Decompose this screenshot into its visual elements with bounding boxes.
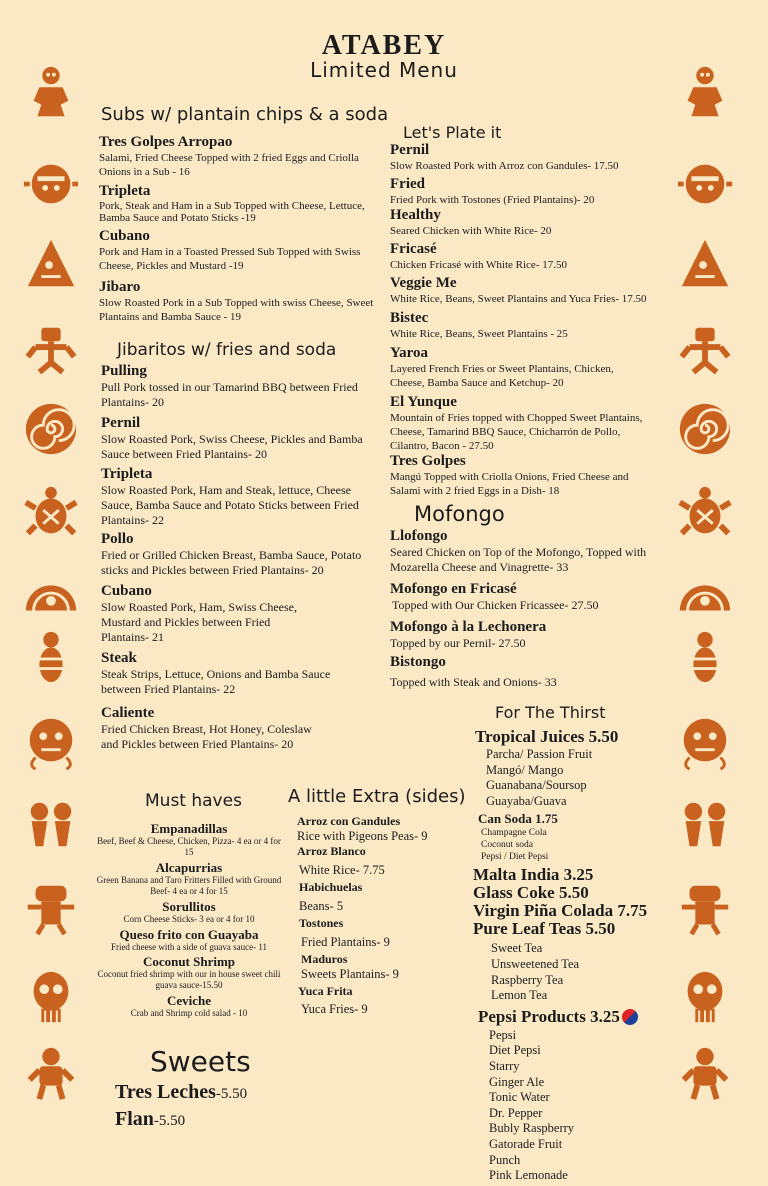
item-name: Yaroa bbox=[390, 345, 429, 361]
item-desc: Slow Roasted Pork in a Sub Topped with swiss Cheese, Sweet Plantains and Bamba Sauce - 19 bbox=[99, 297, 374, 323]
item-name: Caliente bbox=[101, 705, 155, 721]
sides-section bbox=[297, 814, 467, 1017]
item-name: Tripleta bbox=[99, 183, 151, 199]
mofongo-section bbox=[390, 528, 662, 690]
item-desc: Slow Roasted Pork with Arroz con Gandules- 17.50 bbox=[390, 160, 619, 172]
menu-item bbox=[390, 528, 662, 575]
menu-item bbox=[94, 955, 284, 991]
item-desc: White Rice, Beans, Sweet Plantains - 25 bbox=[390, 328, 568, 340]
item-desc: Yuca Fries- 9 bbox=[301, 1002, 368, 1016]
drink-item: Guayaba/Guava bbox=[486, 793, 567, 808]
drink-item: Virgin Piña Colada 7.75 bbox=[473, 901, 648, 921]
drink-item: Dr. Pepper bbox=[489, 1105, 543, 1120]
drink-item: Gatorade Fruit bbox=[489, 1136, 563, 1151]
item-name: Tres Golpes bbox=[390, 453, 466, 469]
item-name: Yuca Frita bbox=[298, 984, 353, 998]
taino-skull-icon bbox=[676, 968, 734, 1026]
taino-skull-icon bbox=[22, 968, 80, 1026]
taino-bee-icon bbox=[22, 628, 80, 686]
drink-item: Bubly Raspberry bbox=[489, 1121, 575, 1136]
drink-item: Starry bbox=[489, 1058, 520, 1073]
taino-face-icon bbox=[676, 713, 734, 771]
item-price: -5.50 bbox=[153, 1113, 186, 1129]
menu-item bbox=[390, 619, 662, 651]
menu-item bbox=[390, 275, 662, 306]
menu-item bbox=[297, 880, 467, 914]
item-name: Fricasé bbox=[390, 241, 437, 257]
plates-section bbox=[390, 142, 662, 498]
menu-item bbox=[390, 241, 662, 272]
item-desc: Fried Plantains- 9 bbox=[301, 935, 390, 949]
taino-turtle-icon bbox=[676, 485, 734, 543]
item-name: Veggie Me bbox=[390, 275, 457, 291]
jibaritos-heading: Jibaritos w/ fries and soda bbox=[117, 340, 337, 360]
taino-turtle-icon bbox=[22, 485, 80, 543]
sides-heading: A little Extra (sides) bbox=[288, 786, 466, 807]
item-name: Coconut Shrimp bbox=[142, 954, 236, 969]
item-desc: Slow Roasted Pork, Ham, Swiss Cheese, Mustard and Pickles between Fried Plantains- 21 bbox=[101, 600, 297, 644]
drink-group-name: Pure Leaf Teas 5.50 bbox=[473, 919, 616, 939]
menu-item bbox=[297, 844, 467, 878]
jibaritos-section bbox=[101, 363, 383, 752]
menu-item bbox=[390, 207, 662, 238]
menu-item bbox=[101, 466, 383, 528]
item-desc: Beef, Beef & Cheese, Chicken, Pizza- 4 ea or 4 for 15 bbox=[97, 836, 281, 857]
taino-sun-face-icon bbox=[676, 155, 734, 213]
item-desc: Slow Roasted Pork, Swiss Cheese, Pickles and Bamba Sauce between Fried Plantains- 20 bbox=[101, 432, 363, 461]
taino-spiral-icon bbox=[22, 400, 80, 458]
item-name: Healthy bbox=[390, 207, 441, 223]
item-desc: Rice with Pigeons Peas- 9 bbox=[297, 829, 428, 843]
taino-bee-icon bbox=[676, 628, 734, 686]
drink-item: Unsweetened Tea bbox=[491, 956, 580, 971]
item-name: Cubano bbox=[101, 583, 152, 599]
drinks-heading: For The Thirst bbox=[495, 703, 606, 722]
menu-item bbox=[94, 861, 284, 897]
item-desc: Pork and Ham in a Toasted Pressed Sub Topped with Swiss Cheese, Pickles and Mustard -19 bbox=[99, 246, 361, 272]
menu-item bbox=[390, 310, 662, 341]
drink-group bbox=[475, 1007, 675, 1026]
item-desc: Green Banana and Taro Fritters Filled with Ground Beef- 4 ea or 4 for 15 bbox=[96, 875, 282, 896]
drink-item: Pepsi / Diet Pepsi bbox=[481, 852, 549, 863]
drink-item: Raspberry Tea bbox=[491, 972, 564, 987]
plates-heading: Let's Plate it bbox=[403, 123, 502, 142]
menu-item bbox=[101, 531, 383, 578]
item-name: Empanadillas bbox=[150, 821, 228, 836]
taino-birds-icon bbox=[22, 796, 80, 854]
item-name: Arroz Blanco bbox=[297, 844, 366, 858]
taino-birds-icon bbox=[676, 796, 734, 854]
item-name: Maduros bbox=[301, 952, 348, 966]
taino-spiral-icon bbox=[676, 400, 734, 458]
drink-item: Champagne Cola bbox=[481, 828, 547, 839]
item-name: Llofongo bbox=[390, 528, 448, 544]
drink-item: Lemon Tea bbox=[491, 988, 548, 1003]
drink-item: Malta India 3.25 bbox=[473, 865, 594, 885]
drinks-section bbox=[475, 728, 675, 1184]
item-desc: Fried Chicken Breast, Hot Honey, Coleslaw and Pickles between Fried Plantains- 20 bbox=[101, 722, 312, 751]
taino-frog-icon bbox=[22, 320, 80, 378]
item-name: El Yunque bbox=[390, 394, 457, 410]
item-desc: Steak Strips, Lettuce, Onions and Bamba Sauce between Fried Plantains- 22 bbox=[101, 667, 331, 696]
item-name: Arroz con Gandules bbox=[297, 814, 401, 828]
drink-group-name: Can Soda 1.75 bbox=[478, 811, 558, 827]
item-name: Tres Golpes Arropao bbox=[99, 134, 233, 150]
taino-monkey-icon bbox=[676, 1045, 734, 1103]
sweets-heading: Sweets bbox=[150, 1045, 251, 1078]
drink-item: Mangó/ Mango bbox=[486, 762, 564, 777]
menu-item bbox=[101, 415, 383, 462]
drink-list bbox=[475, 827, 675, 863]
item-name: Fried bbox=[390, 176, 425, 192]
menu-item bbox=[297, 984, 467, 1017]
taino-shell-icon bbox=[22, 566, 80, 624]
item-desc: Pork, Steak and Ham in a Sub Topped with Cheese, Lettuce, Bamba Sauce and Potato Sticks -19 bbox=[99, 200, 365, 224]
menu-item bbox=[390, 581, 662, 613]
menu-item bbox=[101, 363, 383, 410]
item-name: Pernil bbox=[101, 415, 141, 431]
menu-item bbox=[297, 952, 467, 982]
drink-list bbox=[475, 1028, 675, 1184]
item-name: Pulling bbox=[101, 363, 147, 379]
item-desc: White Rice- 7.75 bbox=[299, 863, 385, 877]
item-name: Ceviche bbox=[166, 993, 212, 1008]
drink-item: Parcha/ Passion Fruit bbox=[486, 747, 593, 761]
drink-item: Tonic Water bbox=[489, 1090, 550, 1105]
menu-item bbox=[390, 453, 652, 498]
item-desc: Topped by our Pernil- 27.50 bbox=[390, 636, 526, 650]
item-name: Sorullitos bbox=[162, 899, 216, 914]
drink-item: Punch bbox=[489, 1152, 521, 1167]
menu-item bbox=[94, 928, 284, 953]
drink-group-name: Tropical Juices 5.50 bbox=[475, 727, 619, 746]
drink-list bbox=[475, 941, 675, 1003]
item-desc: Layered French Fries or Sweet Plantains, Chicken, Cheese, Bamba Sauce and Ketchup- 20 bbox=[390, 363, 614, 389]
item-desc: Mountain of Fries topped with Chopped Sweet Plantains, Cheese, Tamarind BBQ Sauce, Chicharrón de Pollo, Cilantro, Bacon - 27.50 bbox=[390, 412, 643, 452]
menu-item bbox=[390, 345, 640, 390]
item-name: Bistongo bbox=[390, 654, 446, 670]
item-name: Tres Leches bbox=[115, 1081, 216, 1103]
must-haves-heading: Must haves bbox=[145, 791, 242, 811]
taino-face-icon bbox=[22, 713, 80, 771]
item-desc: Beans- 5 bbox=[299, 899, 344, 913]
item-desc: Slow Roasted Pork, Ham and Steak, lettuce, Cheese Sauce, Bamba Sauce and Potato Sticks between Fried Plantains- 22 bbox=[101, 483, 359, 527]
taino-mask-icon bbox=[22, 236, 80, 294]
taino-mask-icon bbox=[676, 236, 734, 294]
item-desc: Salami, Fried Cheese Topped with 2 fried Eggs and Criolla Onions in a Sub - 16 bbox=[99, 152, 359, 178]
drink-item: Pepsi bbox=[489, 1027, 517, 1042]
flag-icon bbox=[622, 1009, 638, 1025]
menu-item bbox=[390, 394, 658, 453]
must-haves-section bbox=[94, 822, 284, 1019]
taino-figure-icon bbox=[22, 64, 80, 122]
item-desc: Fried cheese with a side of guava sauce- 11 bbox=[110, 942, 268, 952]
subs-heading: Subs w/ plantain chips & a soda bbox=[101, 104, 389, 125]
menu-item bbox=[101, 583, 316, 645]
taino-shell-icon bbox=[676, 566, 734, 624]
restaurant-name: ATABEY bbox=[321, 30, 447, 61]
item-desc: Sweets Plantains- 9 bbox=[301, 967, 399, 981]
taino-sun-face-icon bbox=[22, 155, 80, 213]
item-name: Tostones bbox=[299, 916, 344, 930]
menu-subtitle: Limited Menu bbox=[310, 58, 458, 82]
sweet-item bbox=[115, 1110, 185, 1129]
item-name: Pernil bbox=[390, 142, 430, 158]
item-name: Queso frito con Guayaba bbox=[119, 927, 259, 942]
drink-singles bbox=[473, 866, 675, 938]
subs-section bbox=[99, 134, 389, 324]
item-desc: Mangú Topped with Criolla Onions, Fried Cheese and Salami with 2 fried Eggs in a Dish- 18 bbox=[390, 471, 629, 497]
drink-item: Coconut soda bbox=[481, 840, 533, 851]
drink-item: Ginger Ale bbox=[489, 1074, 545, 1089]
item-desc: White Rice, Beans, Sweet Plantains and Yuca Fries- 17.50 bbox=[390, 293, 647, 305]
item-desc: Topped with Steak and Onions- 33 bbox=[390, 675, 557, 689]
item-price: -5.50 bbox=[215, 1086, 248, 1102]
menu-item bbox=[297, 916, 467, 950]
menu-item bbox=[390, 176, 662, 207]
item-desc: Fried or Grilled Chicken Breast, Bamba Sauce, Potato sticks and Pickles between Fried Plantains- 20 bbox=[101, 548, 362, 577]
item-desc: Chicken Fricasé with White Rice- 17.50 bbox=[390, 259, 567, 271]
item-name: Cubano bbox=[99, 228, 150, 244]
item-name: Flan bbox=[115, 1108, 154, 1130]
drink-item: Guanabana/Soursop bbox=[486, 778, 587, 793]
taino-idol-icon bbox=[22, 880, 80, 938]
menu-item bbox=[101, 650, 331, 697]
item-desc: Pull Pork tossed in our Tamarind BBQ between Fried Plantains- 20 bbox=[101, 380, 358, 409]
drink-list bbox=[475, 747, 675, 809]
item-name: Alcapurrias bbox=[155, 860, 223, 875]
mofongo-heading: Mofongo bbox=[414, 502, 505, 526]
menu-item bbox=[101, 705, 331, 752]
item-name: Mofongo à la Lechonera bbox=[390, 619, 547, 635]
item-name: Tripleta bbox=[101, 466, 153, 482]
item-desc: Crab and Shrimp cold salad - 10 bbox=[130, 1008, 248, 1018]
taino-idol-icon bbox=[676, 880, 734, 938]
item-desc: Seared Chicken on Top of the Mofongo, Topped with Mozarella Cheese and Vinagrette- 33 bbox=[390, 545, 647, 574]
item-name: Mofongo en Fricasé bbox=[390, 581, 517, 597]
menu-item bbox=[297, 814, 467, 844]
menu-item bbox=[94, 994, 284, 1019]
drink-item: Glass Coke 5.50 bbox=[473, 883, 589, 903]
sweet-item bbox=[115, 1083, 247, 1102]
item-name: Habichuelas bbox=[299, 880, 363, 894]
taino-frog-icon bbox=[676, 320, 734, 378]
drink-item: Sweet Tea bbox=[491, 941, 543, 956]
menu-item bbox=[99, 279, 389, 324]
menu-item bbox=[390, 142, 662, 173]
drink-group-name: Pepsi Products 3.25 bbox=[478, 1006, 620, 1026]
taino-monkey-icon bbox=[22, 1045, 80, 1103]
item-desc: Coconut fried shrimp with our in house sweet chili guava sauce-15.50 bbox=[97, 969, 281, 990]
drink-item: Diet Pepsi bbox=[489, 1043, 541, 1058]
menu-item bbox=[390, 654, 662, 690]
item-name: Steak bbox=[101, 650, 137, 666]
item-desc: Seared Chicken with White Rice- 20 bbox=[390, 225, 552, 237]
taino-figure-icon bbox=[676, 64, 734, 122]
menu-item bbox=[94, 822, 284, 858]
item-name: Pollo bbox=[101, 531, 134, 547]
item-desc: Corn Cheese Sticks- 3 ea or 4 for 10 bbox=[123, 914, 255, 924]
drink-item: Pink Lemonade bbox=[489, 1168, 568, 1183]
menu-item bbox=[94, 900, 284, 925]
menu-item bbox=[99, 183, 389, 224]
menu-item bbox=[99, 134, 389, 179]
menu-item bbox=[99, 228, 389, 273]
item-desc: Fried Pork with Tostones (Fried Plantains)- 20 bbox=[390, 194, 595, 206]
item-name: Jibaro bbox=[99, 279, 141, 295]
item-name: Bistec bbox=[390, 310, 429, 326]
item-desc: Topped with Our Chicken Fricassee- 27.50 bbox=[392, 598, 599, 612]
